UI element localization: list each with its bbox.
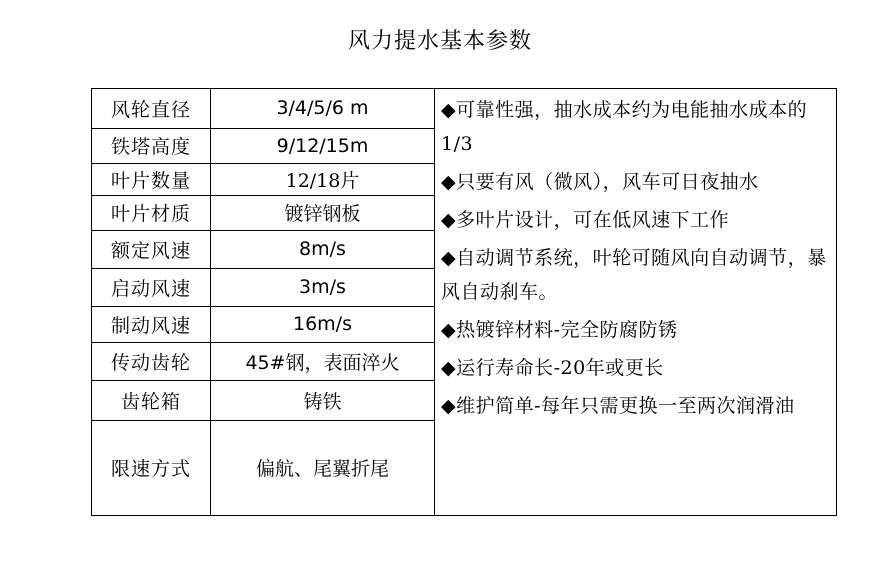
feature-item: ◆自动调节系统，叶轮可随风向自动调节，暴风自动刹车。 [441, 247, 827, 303]
param-value: 偏航、尾翼折尾 [211, 420, 435, 515]
table-row [92, 420, 435, 515]
param-label: 风轮直径 [92, 89, 211, 128]
param-value: 3/4/5/6 m [211, 89, 435, 128]
parameter-list [92, 89, 435, 515]
param-value: 镀锌钢板 [211, 195, 435, 230]
param-label: 叶片材质 [92, 195, 211, 230]
table-row [92, 89, 435, 128]
table-row [92, 230, 435, 268]
feature-item: ◆运行寿命长-20年或更长 [441, 357, 664, 379]
param-value: 铸铁 [211, 380, 435, 420]
table-row [92, 306, 435, 342]
table-row [92, 268, 435, 306]
param-value: 45#钢，表面淬火 [211, 342, 435, 380]
table-row [92, 380, 435, 420]
feature-item: ◆维护简单-每年只需更换一至两次润滑油 [441, 395, 795, 417]
table-row [92, 195, 435, 230]
param-value: 3m/s [211, 268, 435, 306]
feature-item: ◆多叶片设计，可在低风速下工作 [441, 209, 730, 231]
feature-list [435, 89, 836, 423]
param-value: 9/12/15m [211, 128, 435, 163]
param-label: 启动风速 [92, 268, 211, 306]
table-row [92, 128, 435, 163]
param-label: 传动齿轮 [92, 342, 211, 380]
feature-item: ◆可靠性强，抽水成本约为电能抽水成本的1/3 [441, 99, 808, 155]
param-label: 铁塔高度 [92, 128, 211, 163]
page-title: 风力提水基本参数 [347, 29, 532, 54]
param-label: 制动风速 [92, 306, 211, 342]
parameter-table [91, 88, 837, 516]
param-value: 8m/s [211, 230, 435, 268]
param-value: 12/18片 [211, 163, 435, 195]
param-label: 额定风速 [92, 230, 211, 268]
feature-item: ◆只要有风（微风），风车可日夜抽水 [441, 171, 759, 193]
table-row [92, 163, 435, 195]
param-label: 限速方式 [92, 420, 211, 515]
param-label: 齿轮箱 [92, 380, 211, 420]
table-row [92, 342, 435, 380]
param-value: 16m/s [211, 306, 435, 342]
feature-item: ◆热镀锌材料-完全防腐防锈 [441, 319, 678, 341]
param-label: 叶片数量 [92, 163, 211, 195]
